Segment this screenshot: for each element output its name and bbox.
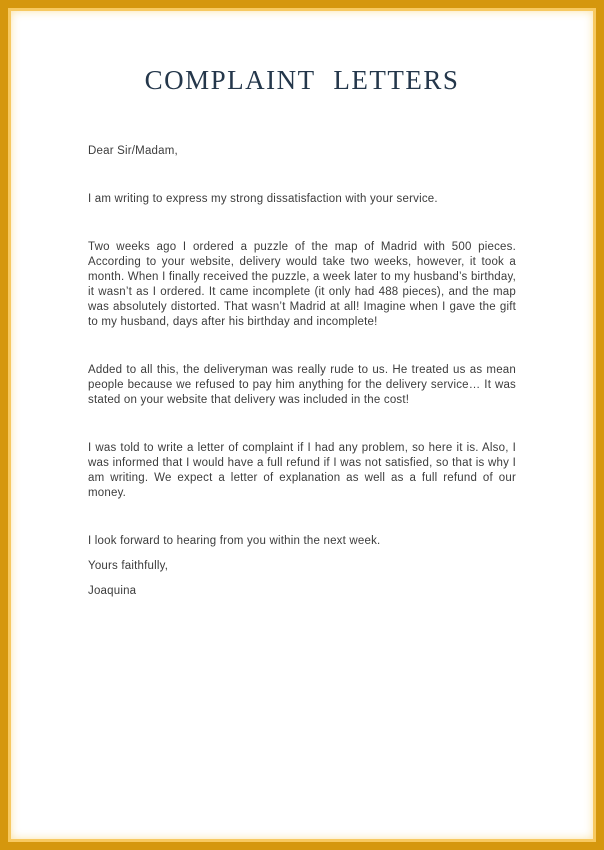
salutation: Dear Sir/Madam, bbox=[88, 144, 178, 157]
document-title: COMPLAINT LETTERS bbox=[144, 65, 460, 95]
closing: Yours faithfully, bbox=[88, 559, 169, 572]
refund-request-paragraph: I was told to write a letter of complaint if I had any problem, so here it is. Also, I was informed that I would have a full refund if I was not satisfied, so that is why I am writing. We expect a letter of explanation as well as a full refund of our money. bbox=[88, 441, 516, 499]
deliveryman-complaint-paragraph: Added to all this, the deliveryman was really rude to us. He treated us as mean people because we refused to pay him anything for the delivery service… It was stated on your website that delivery was included in the cost! bbox=[88, 363, 516, 406]
order-details-paragraph: Two weeks ago I ordered a puzzle of the map of Madrid with 500 pieces. According to your website, delivery would take two weeks, however, it took a month. When I finally received the puzzle, a week later to my husband’s birthday, it wasn’t as I ordered. It came incomplete (it only had 488 pieces), and the map was absolutely distorted. That wasn’t Madrid at all! Imagine when I gave the gift to my husband, days after his birthday and incomplete! bbox=[88, 240, 516, 328]
intro-paragraph: I am writing to express my strong dissatisfaction with your service. bbox=[88, 192, 438, 205]
signature-name: Joaquina bbox=[88, 584, 137, 597]
letter-content bbox=[8, 64, 596, 599]
follow-up-paragraph: I look forward to hearing from you within the next week. bbox=[88, 534, 381, 547]
